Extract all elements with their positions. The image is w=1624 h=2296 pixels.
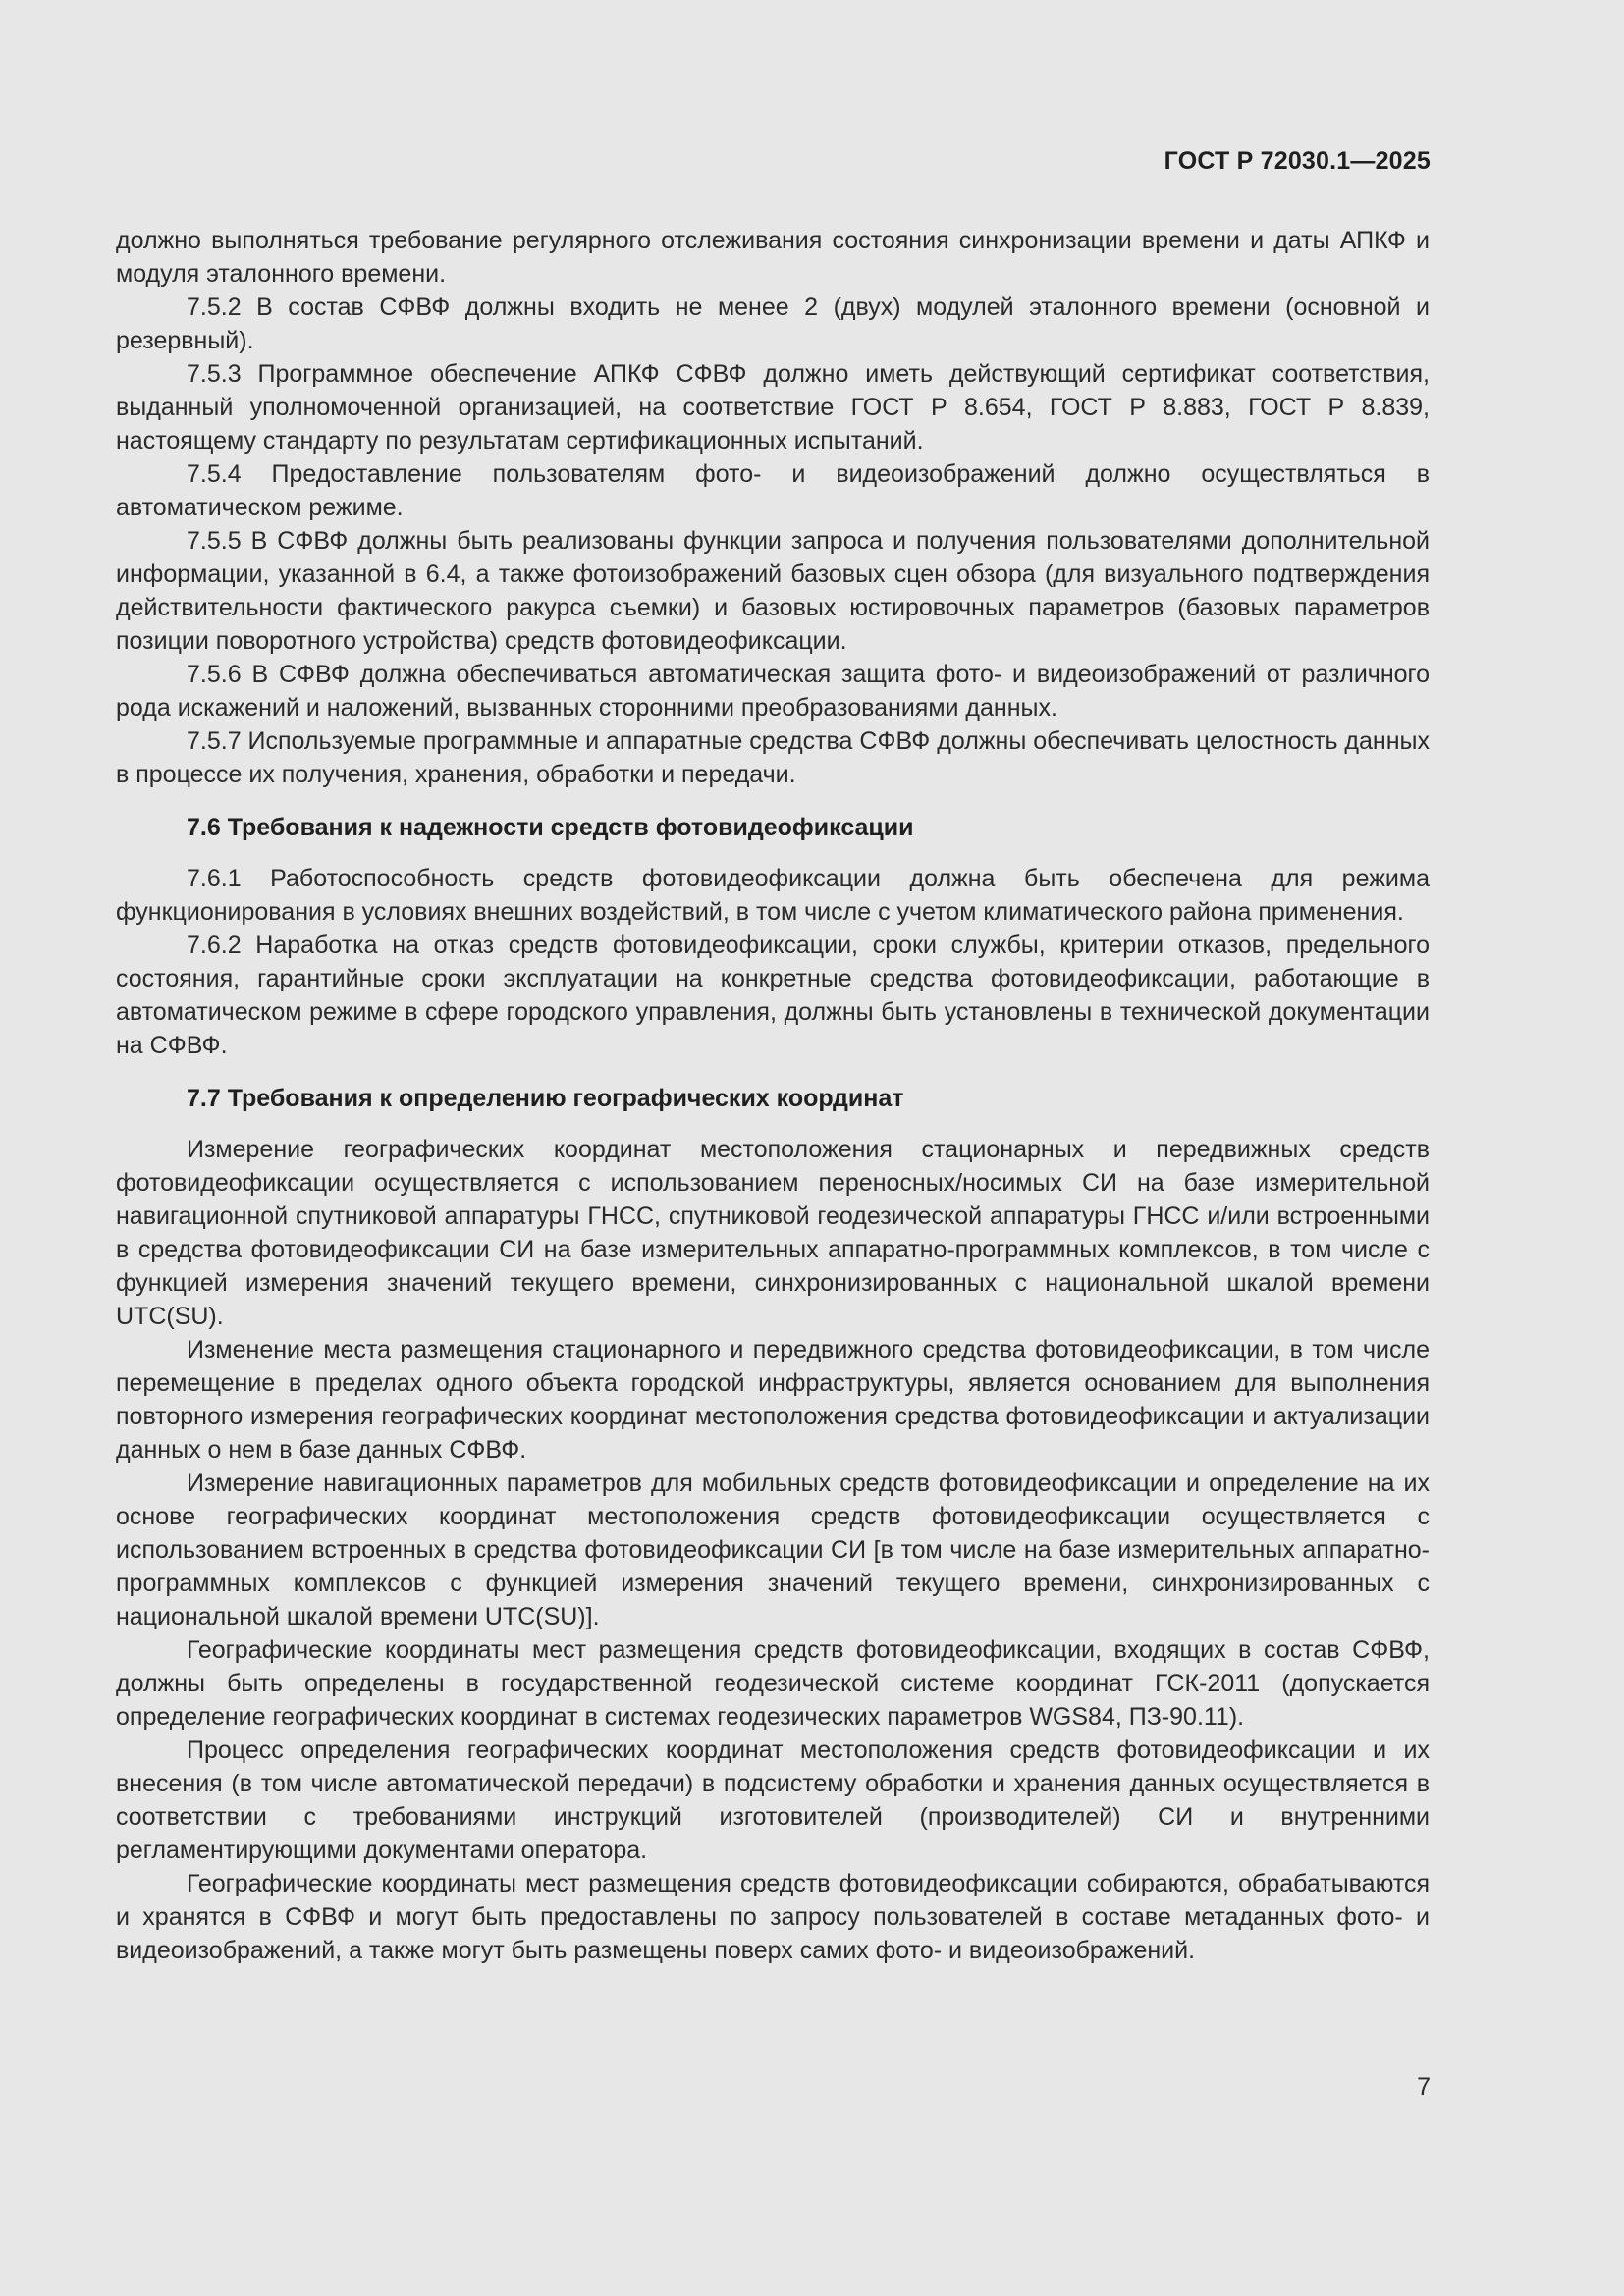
paragraph-continuation: должно выполняться требование регулярного отслеживания состояния синхронизации времени и даты АПКФ и модуля эталонного времени. [116,227,1430,288]
section-title-7-6: 7.6 Требования к надежности средств фотовидеофиксации [187,814,914,841]
page-content [116,224,1430,1967]
document-code: ГОСТ Р 72030.1—2025 [1164,147,1431,175]
section-title-7-7: 7.7 Требования к определению географических координат [187,1085,904,1112]
paragraph-7-5-4: 7.5.4 Предоставление пользователям фото- и видеоизображений должно осуществляться в автоматическом режиме. [116,460,1430,521]
paragraph-7-6-1: 7.6.1 Работоспособность средств фотовидеофиксации должна быть обеспечена для режима функционирования в условиях внешних воздействий, в том числе с учетом климатического района применения. [116,865,1430,926]
paragraph-7-7-2: Изменение места размещения стационарного и передвижного средства фотовидеофиксации, в том числе перемещение в пределах одного объекта городской инфраструктуры, является основанием для выполнения повторного измерения географических координат местоположения средства фотовидеофиксации и актуализации данных о нем в базе данных СФВФ. [116,1336,1430,1464]
paragraph-7-5-3: 7.5.3 Программное обеспечение АПКФ СФВФ должно иметь действующий сертификат соответствия, выданный уполномоченной организацией, на соответствие ГОСТ Р 8.654, ГОСТ Р 8.883, ГОСТ Р 8.839, настоящему стандарту по результатам сертификационных испытаний. [116,360,1430,454]
paragraph-7-5-5: 7.5.5 В СФВФ должны быть реализованы функции запроса и получения пользователями дополнительной информации, указанной в 6.4, а также фотоизображений базовых сцен обзора (для визуального подтверждения действительности фактического ракурса съемки) и базовых юстировочных параметров (базовых параметров позиции поворотного устройства) средств фотовидеофиксации. [116,527,1430,655]
paragraph-7-5-7: 7.5.7 Используемые программные и аппаратные средства СФВФ должны обеспечивать целостность данных в процессе их получения, хранения, обработки и передачи. [116,727,1430,788]
paragraph-7-7-1: Измерение географических координат местоположения стационарных и передвижных средств фотовидеофиксации осуществляется с использованием переносных/носимых СИ на базе измерительной навигационной спутниковой аппаратуры ГНСС, спутниковой геодезической аппаратуры ГНСС и/или встроенными в средства фотовидеофиксации СИ на базе измерительных аппаратно-программных комплексов, в том числе с функцией измерения значений текущего времени, синхронизированных с национальной шкалой времени UTC(SU). [116,1136,1430,1330]
paragraph-7-5-6: 7.5.6 В СФВФ должна обеспечиваться автоматическая защита фото- и видеоизображений от различного рода искажений и наложений, вызванных сторонними преобразованиями данных. [116,661,1430,721]
paragraph-7-7-3: Измерение навигационных параметров для мобильных средств фотовидеофиксации и определение на их основе географических координат местоположения средств фотовидеофиксации осуществляется с использованием встроенных в средства фотовидеофиксации СИ [в том числе на базе измерительных аппаратно-программных комплексов с функцией измерения значений текущего времени, синхронизированных с национальной шкалой времени UTC(SU)]. [116,1469,1430,1630]
paragraph-7-5-2: 7.5.2 В состав СФВФ должны входить не менее 2 (двух) модулей эталонного времени (основной и резервный). [116,294,1430,354]
page-number: 7 [1417,2073,1431,2101]
paragraph-7-7-4: Географические координаты мест размещения средств фотовидеофиксации, входящих в состав СФВФ, должны быть определены в государственной геодезической системе координат ГСК-2011 (допускается определение географических координат в системах геодезических параметров WGS84, ПЗ-90.11). [116,1636,1430,1731]
paragraph-7-6-2: 7.6.2 Наработка на отказ средств фотовидеофиксации, сроки службы, критерии отказов, предельного состояния, гарантийные сроки эксплуатации на конкретные средства фотовидеофиксации, работающие в автоматическом режиме в сфере городского управления, должны быть установлены в технической документации на СФВФ. [116,932,1430,1059]
paragraph-7-7-5: Процесс определения географических координат местоположения средств фотовидеофиксации и их внесения (в том числе автоматической передачи) в подсистему обработки и хранения данных осуществляется в соответствии с требованиями инструкций изготовителей (производителей) СИ и внутренними регламентирующими документами оператора. [116,1736,1430,1864]
paragraph-7-7-6: Географические координаты мест размещения средств фотовидеофиксации собираются, обрабатываются и хранятся в СФВФ и могут быть предоставлены по запросу пользователей в составе метаданных фото- и видеоизображений, а также могут быть размещены поверх самих фото- и видеоизображений. [116,1870,1430,1964]
